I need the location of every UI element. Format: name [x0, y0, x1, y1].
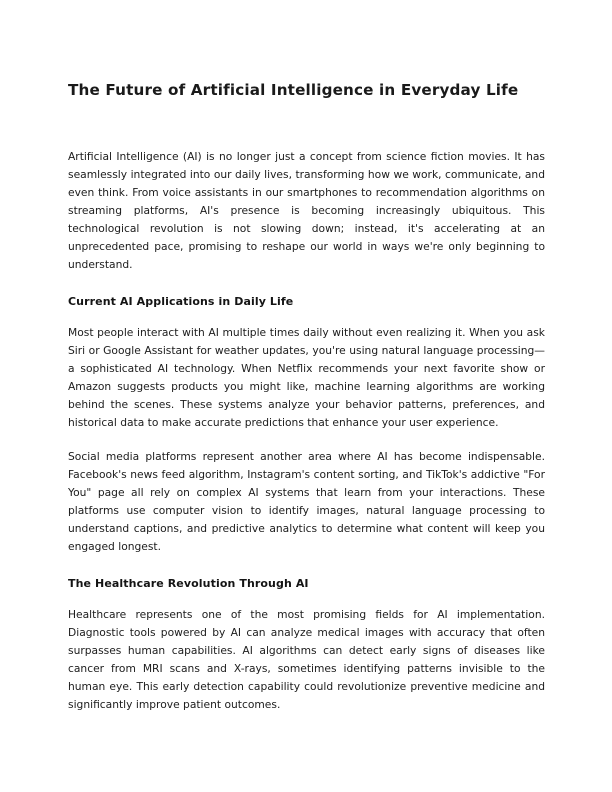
- paragraph-applications-1: Most people interact with AI multiple times daily without even realizing it. When you ask Siri or Google Assistant for weather updates, you're using natural language processing—a sophisticated AI technology. When Netflix recommends your next favorite show or Amazon suggests products you might like, machine learning algorithms are working behind the scenes. These systems analyze your behavior patterns, preferences, and historical data to make accurate predictions that enhance your user experience.: [68, 326, 545, 429]
- section-heading-healthcare: The Healthcare Revolution Through AI: [68, 577, 309, 590]
- document-body: [68, 148, 545, 714]
- section-heading-applications: Current AI Applications in Daily Life: [68, 295, 294, 308]
- document-content: [68, 80, 545, 714]
- page-title: The Future of Artificial Intelligence in Everyday Life: [68, 81, 519, 99]
- paragraph-intro: Artificial Intelligence (AI) is no longer just a concept from science fiction movies. It has seamlessly integrated into our daily lives, transforming how we work, communicate, and even think. From voice assistants in our smartphones to recommendation algorithms on streaming platforms, AI's presence is becoming increasingly ubiquitous. This technological revolution is not slowing down; instead, it's accelerating at an unprecedented pace, promising to reshape our world in ways we're only beginning to understand.: [68, 150, 545, 271]
- paragraph-applications-2: Social media platforms represent another area where AI has become indispensable. Facebook's news feed algorithm, Instagram's content sorting, and TikTok's addictive "For You" page all rely on complex AI systems that learn from your interactions. These platforms use computer vision to identify images, natural language processing to understand captions, and predictive analytics to determine what content will keep you engaged longest.: [68, 450, 545, 553]
- paragraph-healthcare-1: Healthcare represents one of the most promising fields for AI implementation. Diagnostic tools powered by AI can analyze medical images with accuracy that often surpasses human capabilities. AI algorithms can detect early signs of diseases like cancer from MRI scans and X-rays, sometimes identifying patterns invisible to the human eye. This early detection capability could revolutionize preventive medicine and significantly improve patient outcomes.: [68, 608, 545, 711]
